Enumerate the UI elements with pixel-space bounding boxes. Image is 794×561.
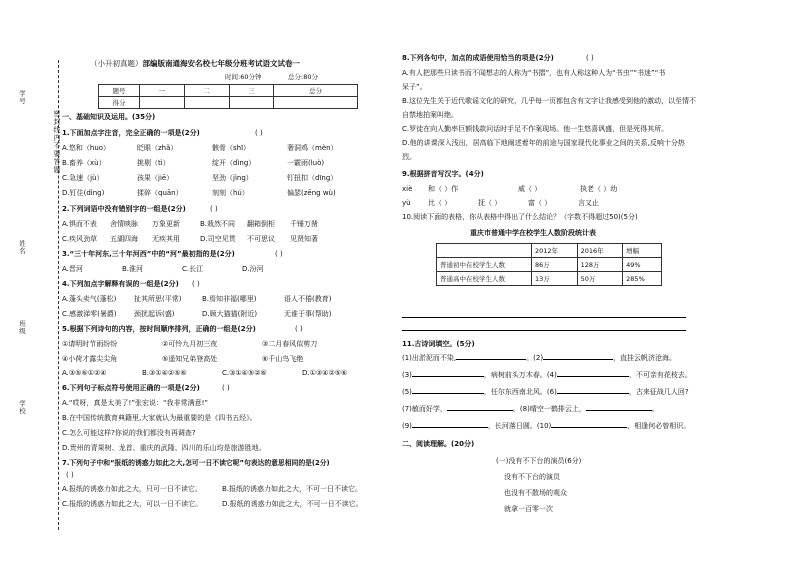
- q1-opt: 一霰雨(luò): [287, 159, 325, 167]
- seal-notice: 密封线内不要答题: [53, 110, 61, 174]
- poem-text: ，长河落日圆。(10): [487, 422, 552, 430]
- poem-line: 也没有不散场的观众: [504, 489, 567, 497]
- poem-line: 就拿一百零一次: [504, 505, 553, 513]
- q6-option: C.怎么可能这样?你说的我们都没有再调查?: [62, 429, 196, 437]
- fill-blank[interactable]: [447, 410, 513, 411]
- q1-opt: C.急速（jù）: [62, 174, 104, 182]
- blank[interactable]: 和（ ）作: [428, 185, 459, 193]
- q4-answer-paren[interactable]: ( ): [192, 280, 200, 288]
- q7-stem: 7.下列句子中和“报纸的诱惑力如此之大,怎可一日不读它呢”句表达的意思相同的是(2分): [62, 459, 330, 467]
- fill-blank[interactable]: [557, 393, 629, 394]
- stat-head: 增幅: [623, 244, 662, 258]
- answer-line[interactable]: [402, 330, 686, 331]
- q4-opt: 语人不倦(教育): [284, 295, 332, 303]
- q3-stem: 3.“三十年河东,三十年河西”中的“河”最初指的是(2分): [62, 250, 235, 258]
- q1-opt: 奢洞鸡（mèn）: [287, 144, 338, 152]
- binding-gutter: [0, 0, 70, 561]
- q8-line: B.这位先生关于近代歌谣文化的研究，几乎每一页都包含有文字让我感受到他的激动，以至情不: [402, 97, 697, 105]
- q8-line: 烈。: [402, 153, 416, 161]
- gutter-label-name: 姓名: [18, 240, 26, 255]
- q11-stem: 11.古诗词填空。(5分): [402, 340, 475, 348]
- answer-line[interactable]: [402, 317, 686, 318]
- score-head: 一: [140, 85, 185, 97]
- q1-opt: 坚劲（jìng）: [212, 174, 253, 182]
- q5-verse: ④小荷才露尖尖角: [62, 355, 118, 363]
- q1-opt: 绽开（dìng）: [212, 159, 256, 167]
- q4-opt: 无谁于事(帮助): [284, 310, 332, 318]
- q4-stem: 4.下列加点字解释有误的一组是(2分): [62, 280, 179, 288]
- pinyin: yù: [402, 199, 411, 207]
- poem-text: ，古来征战几人回?: [628, 388, 689, 396]
- q9-stem: 9.根据拼音写汉字。(4分): [402, 170, 484, 178]
- q11-line: [402, 423, 690, 430]
- q7-opt: B.报纸的诱惑力如此之大，不可一日不读它。: [222, 485, 363, 493]
- blank[interactable]: 执老（ ）幼: [580, 185, 618, 193]
- q2-opt: B.栽然不同: [200, 220, 236, 228]
- q3-opt: C.长江: [182, 265, 204, 273]
- fill-blank[interactable]: [557, 376, 629, 377]
- blank[interactable]: 富（ ）: [528, 199, 552, 207]
- q4-opt: 颈扰起诉(盛): [134, 310, 175, 318]
- q7-opt: A.报纸的诱惑力如此之大，只可一日不读它。: [62, 485, 202, 493]
- q11-line: [402, 372, 692, 379]
- q6-option: A.“哎呀，真是太美了!”张宏说：“我非常满意!”: [62, 399, 209, 407]
- q10-stem: 10.阅读下面的表格，你从表格中得出了什么结论？（字数不得超过50)(5分): [402, 213, 638, 221]
- gutter-label-class: 班级: [18, 320, 26, 335]
- q1-opt: 钉扭扣（dīng）: [287, 174, 338, 182]
- poem-line: 没有不下台的演员: [504, 473, 560, 481]
- q2-opt: A.惧而不表: [62, 220, 97, 228]
- blank[interactable]: 言又止: [578, 199, 599, 207]
- poem-text: ，病树前头万木春。(4): [483, 371, 557, 379]
- stat-cell: 普通高中在校学生人数: [437, 272, 532, 286]
- q2-opt: 舍情映脉: [110, 220, 138, 228]
- q3-opt: B.淮河: [122, 265, 144, 273]
- fill-blank[interactable]: [586, 410, 652, 411]
- q8-line: D.他的讲课深入浅出，居高临下地阐述着年的前途与国家现代化事业之间的关系,反响十分热: [402, 139, 685, 147]
- gutter-label-id: 学号: [18, 90, 26, 105]
- blank[interactable]: 抚（ ）: [478, 199, 502, 207]
- q2-opt: 无疾其用: [152, 235, 180, 243]
- q5-opt: B.③①④②⑤⑥: [142, 369, 187, 377]
- q8-line: C.罗徒在向人勤率巨额钱款问话时手足不作案现场。他一生悠喜讽盛，但是死得其所。: [402, 125, 669, 133]
- score-head: 三: [229, 85, 274, 97]
- q1-opt: A.悠和（huo）: [62, 144, 111, 152]
- q2-answer-paren[interactable]: ( ): [210, 205, 218, 213]
- poem-text: 。(8)晴空一鹤排云上，: [512, 405, 586, 413]
- poem-text: (1)出淤泥而不染,: [402, 354, 457, 362]
- q5-opt: A.③⑤⑥①②④: [62, 369, 107, 377]
- section-2-heading: 二、阅读理解。(20分): [402, 440, 475, 448]
- score-head: 二: [184, 85, 229, 97]
- q5-opt: C.③①④⑤②⑥: [222, 369, 267, 377]
- q2-opt: 不可思议: [247, 235, 275, 243]
- q8-line: 呆子”。: [402, 83, 427, 91]
- score-table: [98, 84, 358, 109]
- q6-option: D.贵州的青果树、龙首、重庆的武隆、四川的乐山均是旅游胜地。: [62, 444, 266, 452]
- blank[interactable]: 威（ ）: [518, 185, 542, 193]
- poem-text: (3): [402, 371, 412, 379]
- q7-answer-paren[interactable]: ( ): [66, 471, 74, 479]
- q6-stem: 6.下列句子标点符号使用正确的一项是(2分): [62, 384, 200, 392]
- q5-answer-paren[interactable]: ( ): [295, 325, 303, 333]
- q1-stem: 1.下面加点字注音，完全正确的一项是(2分): [62, 129, 200, 137]
- q4-opt: B.焉知非福(哪里): [202, 295, 257, 303]
- q5-verse: ⑤遥知兄弟登高处: [162, 355, 218, 363]
- q6-option: B.在中国传统教育典籍里,大家就认为最重要的是《四书五经》。: [62, 414, 257, 422]
- q1-opt: 眨眼（zhǎ）: [137, 144, 178, 152]
- q1-opt: 孩果（jiē）: [137, 174, 174, 182]
- score-head: 题号: [99, 85, 140, 97]
- q8-stem: 8.下列各句中，加点的成语使用恰当的项是(2分): [402, 54, 554, 62]
- stat-cell: 86万: [532, 258, 578, 272]
- q1-opt: B.畜养（xù）: [62, 159, 106, 167]
- poem-title: (一)没有不下台的演员(6分): [496, 457, 582, 465]
- q6-answer-paren[interactable]: ( ): [222, 384, 230, 392]
- q3-opt: A.晋河: [62, 265, 83, 273]
- score-row-label: 得分: [99, 97, 140, 109]
- stat-head: [437, 244, 532, 258]
- q8-line: A.有人把那些只读书而不闻想志的人称为“书摺”，也有人称这种人为“书虫”“书迷”“书: [402, 69, 666, 77]
- stat-cell: 13万: [532, 272, 578, 286]
- q1-opt: 偏瑟(zēng wù): [287, 189, 336, 197]
- q8-answer-paren[interactable]: ( ): [586, 54, 594, 62]
- pinyin: xiè: [402, 185, 413, 193]
- exam-title: [90, 60, 300, 68]
- poem-text: ，不可亲有花枝去。: [628, 371, 692, 379]
- q4-opt: 扯其所思(平常): [134, 295, 182, 303]
- q1-opt: 刻刻（hú）: [212, 189, 249, 197]
- stat-head: 2016年: [577, 244, 623, 258]
- section-1-heading: 一、基础知识及运用。(35分): [62, 113, 156, 121]
- q2-opt: D.司空见贯: [200, 235, 236, 243]
- poem-text: ，任尔东西南北风。(6): [483, 388, 557, 396]
- score-head: 总分: [274, 85, 358, 97]
- q8-line: 自禁地拍案叫绝。: [402, 111, 458, 119]
- q5-verse: ③二月春风似剪刀: [262, 340, 318, 348]
- stat-cell: 285%: [623, 272, 662, 286]
- poem-text: ，相逢何必曾相识。: [627, 422, 691, 430]
- q4-opt: A.蓬头卖气(蓬松): [62, 295, 117, 303]
- fill-blank[interactable]: [551, 427, 627, 428]
- poem-text: ，直挂云帆济沧海。: [613, 354, 677, 362]
- q1-opt: D.钉住(dìng): [62, 189, 105, 197]
- q3-opt: D.汾河: [242, 265, 264, 273]
- q1-answer-paren[interactable]: ( ): [255, 129, 263, 137]
- q2-opt: 万象更新: [152, 220, 180, 228]
- q2-opt: 五湖四海: [110, 235, 138, 243]
- q5-verse: ②可怜九月初三夜: [162, 340, 218, 348]
- q5-opt: D.①③④②⑤⑥: [302, 369, 348, 377]
- fill-blank[interactable]: [412, 427, 488, 428]
- q2-opt: 千锤万凿: [290, 220, 318, 228]
- poem-text: 。(2): [526, 354, 544, 362]
- title-prefix: （小升初真题）: [90, 59, 143, 68]
- q2-opt: C.疾风劲草: [62, 235, 98, 243]
- q2-stem: 2.下列词语中没有错别字的一组是(2分): [62, 205, 186, 213]
- q3-answer-paren[interactable]: ( ): [275, 250, 283, 258]
- fill-blank[interactable]: [543, 359, 613, 360]
- stat-table-title: 重庆市普通中学在校学生人数阶段统计表: [470, 229, 596, 237]
- q2-opt: 翻箱倒柜: [247, 220, 275, 228]
- poem-text: (9): [402, 422, 412, 430]
- q11-line: [402, 355, 676, 362]
- q7-opt: C.报纸的诱惑力如此之大，可以一日不读它。: [62, 500, 203, 508]
- score-cell[interactable]: [274, 97, 358, 109]
- blank[interactable]: 比（ ）: [428, 199, 452, 207]
- score-cell[interactable]: [140, 97, 185, 109]
- fill-blank[interactable]: [456, 359, 526, 360]
- fill-blank[interactable]: [412, 393, 484, 394]
- score-cell[interactable]: [184, 97, 229, 109]
- fill-blank[interactable]: [412, 376, 484, 377]
- stat-cell: 128万: [577, 258, 623, 272]
- q4-opt: D.顾大猫猫(附近): [202, 310, 258, 318]
- q1-opt: 揉碎（quān）: [137, 189, 183, 197]
- poem-text: 。: [651, 405, 659, 413]
- q5-verse: ①请明时节雨纷纷: [62, 340, 118, 348]
- stat-cell: 普通初中在校学生人数: [437, 258, 532, 272]
- q1-opt: 挑剔（tì）: [137, 159, 170, 167]
- stat-head: 2012年: [532, 244, 578, 258]
- q11-line: [402, 389, 689, 396]
- stat-cell: 49%: [623, 258, 662, 272]
- q5-verse: ⑥千山鸟飞绝: [262, 355, 304, 363]
- exam-total: 总分:80分: [288, 73, 318, 81]
- q4-opt: C.感激涕零(暑爵): [62, 310, 117, 318]
- title-text: 部编版南通海安名校七年级分班考试语文试卷一: [142, 59, 300, 68]
- q1-opt: 骸骨（shī）: [212, 144, 251, 152]
- exam-time: 时间:60分钟: [225, 73, 262, 81]
- q11-line: [402, 406, 659, 413]
- score-cell[interactable]: [229, 97, 274, 109]
- poem-text: (5): [402, 388, 412, 396]
- q2-opt: 见贤知著: [290, 235, 318, 243]
- poem-text: (7)敏而好学，: [402, 405, 447, 413]
- stat-cell: 50万: [577, 272, 623, 286]
- q5-stem: 5.根据下列诗句的内容，按时间顺序排列，正确的一组是(2分): [62, 325, 256, 333]
- q7-opt: D.报纸的诱惑力如此之大，不可一日不读它。: [222, 500, 363, 508]
- gutter-label-school: 学校: [18, 400, 26, 415]
- stat-table: [436, 243, 662, 286]
